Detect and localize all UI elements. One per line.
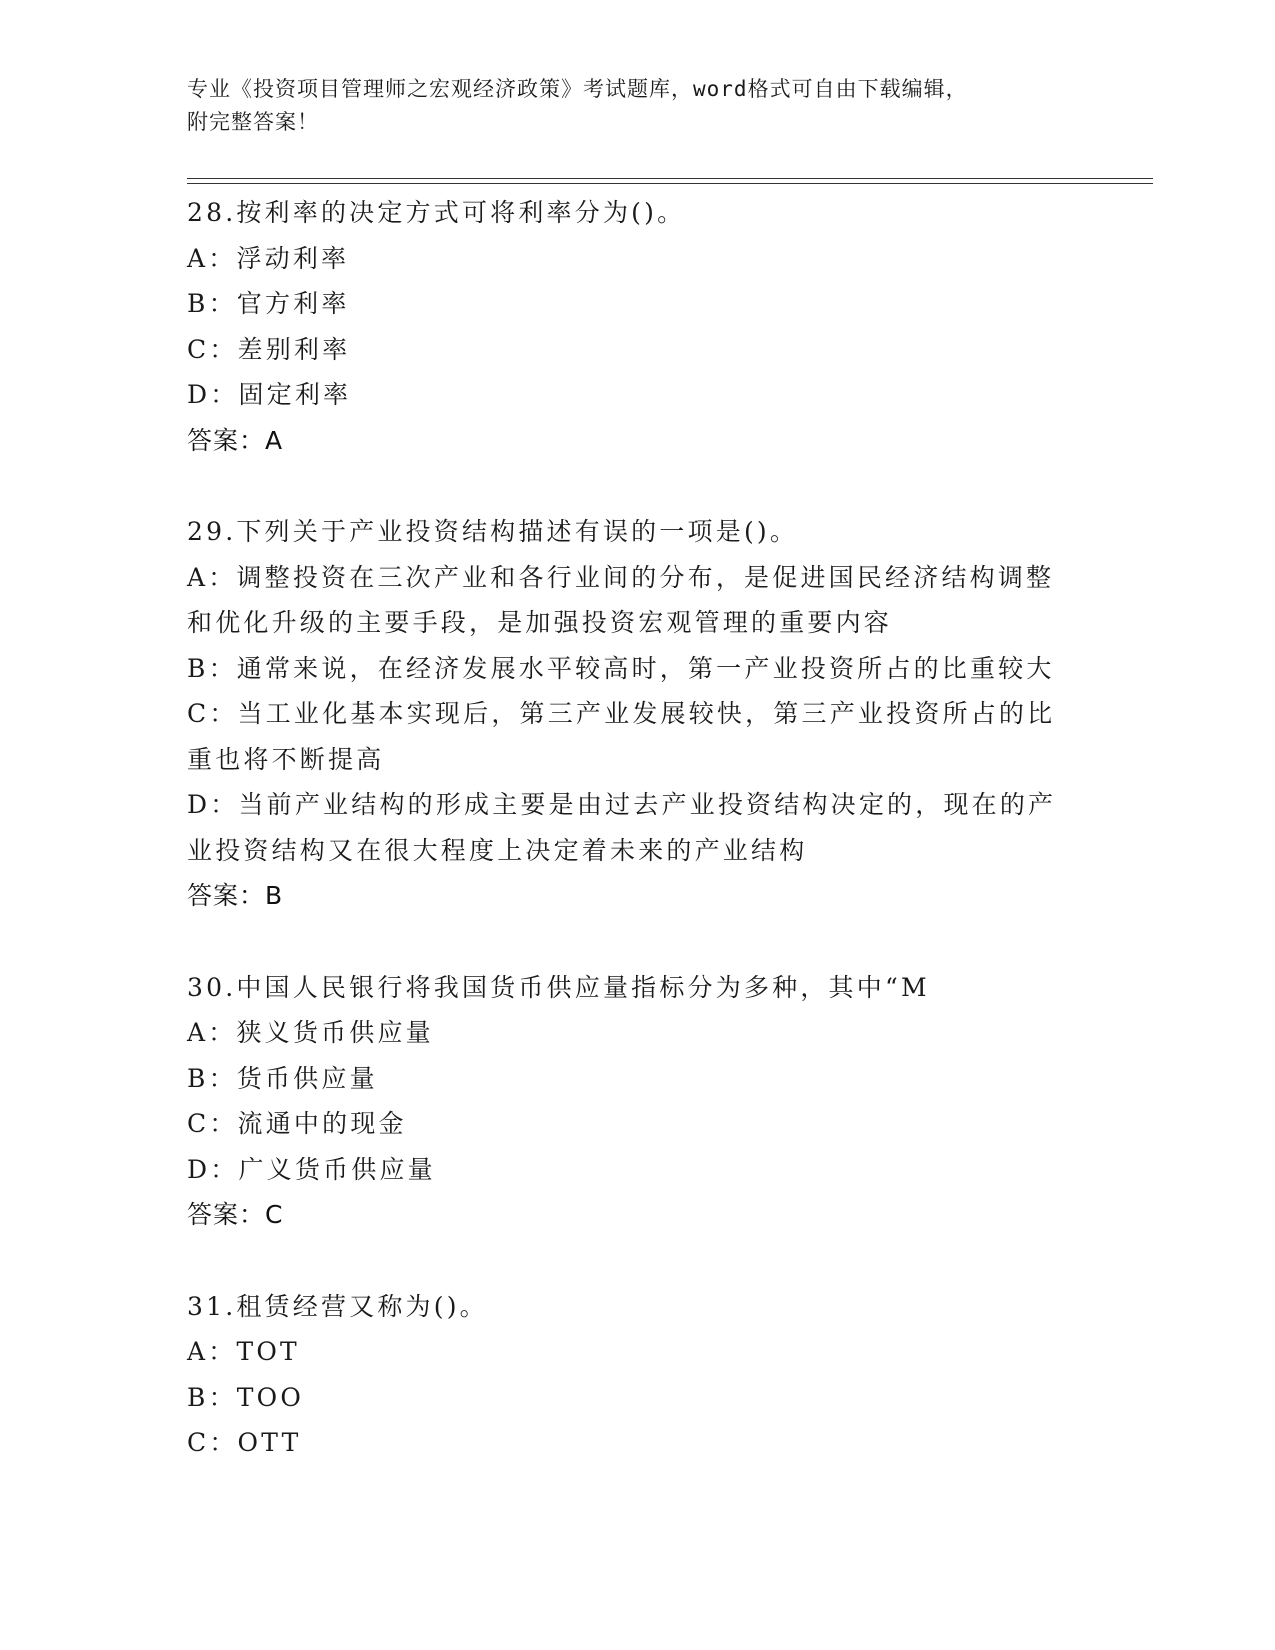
option-b: B：官方利率 [187, 289, 350, 318]
option-b: B：通常来说，在经济发展水平较高时，第一产业投资所占的比重较大 [187, 653, 1055, 683]
option-a-line-1: A：调整投资在三次产业和各行业间的分布，是促进国民经济结构调整 [187, 562, 1055, 592]
header-divider-top [187, 178, 1153, 179]
question-31 [187, 1284, 1087, 1466]
option-a: A：TOT [187, 1337, 300, 1366]
option-c: C：流通中的现金 [187, 1109, 407, 1138]
question-30 [187, 965, 1087, 1238]
question-list [187, 190, 1087, 1512]
header-line-2: 附完整答案！ [187, 110, 319, 134]
option-b: B：货币供应量 [187, 1063, 378, 1093]
answer-line: 答案：B [187, 881, 284, 910]
option-c: C：OTT [187, 1428, 302, 1457]
header-divider-bottom [187, 183, 1153, 184]
question-stem: 30.中国人民银行将我国货币供应量指标分为多种，其中“M [187, 972, 930, 1002]
question-stem: 31.租赁经营又称为()。 [187, 1291, 488, 1321]
option-a-line-2: 和优化升级的主要手段，是加强投资宏观管理的重要内容 [187, 608, 893, 637]
option-c: C：差别利率 [187, 334, 351, 364]
option-a: A：狭义货币供应量 [187, 1018, 434, 1047]
option-c-line-1: C：当工业化基本实现后，第三产业发展较快，第三产业投资所占的比 [187, 699, 1056, 728]
option-d: D：固定利率 [187, 380, 352, 409]
question-29 [187, 509, 1087, 919]
option-d: D：广义货币供应量 [187, 1154, 436, 1184]
option-c-line-2: 重也将不断提高 [187, 744, 385, 774]
question-28 [187, 190, 1087, 463]
answer-line: 答案：C [187, 1200, 284, 1229]
option-d-line-2: 业投资结构又在很大程度上决定着未来的产业结构 [187, 835, 808, 865]
option-b: B：TOO [187, 1382, 305, 1412]
document-header [187, 73, 1067, 139]
option-a: A：浮动利率 [187, 243, 350, 273]
question-stem: 28.按利率的决定方式可将利率分为()。 [187, 198, 686, 227]
header-line-1: 专业《投资项目管理师之宏观经济政策》考试题库，word格式可自由下载编辑， [187, 77, 968, 101]
question-stem: 29.下列关于产业投资结构描述有误的一项是()。 [187, 517, 799, 546]
answer-line: 答案：A [187, 425, 284, 455]
option-d-line-1: D：当前产业结构的形成主要是由过去产业投资结构决定的，现在的产 [187, 790, 1057, 819]
